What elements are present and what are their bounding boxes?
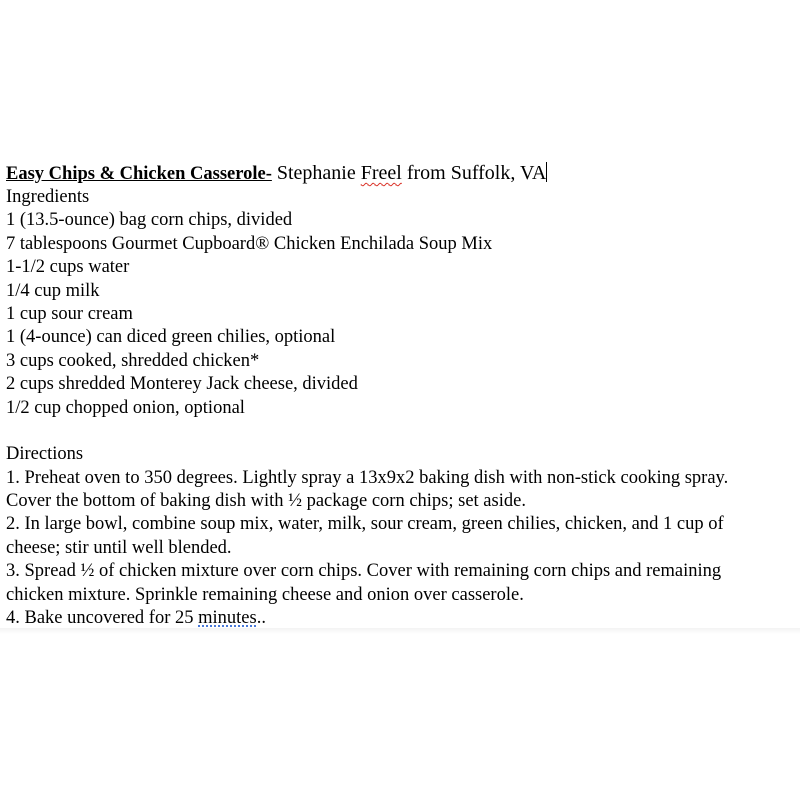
ingredient-item: 3 cups cooked, shredded chicken* xyxy=(6,350,260,371)
author-surname-misspelled[interactable]: Freel xyxy=(360,162,402,184)
direction-line: chicken mixture. Sprinkle remaining cheese and onion over casserole. xyxy=(6,584,524,605)
direction-line: 1. Preheat oven to 350 degrees. Lightly spray a 13x9x2 baking dish with non-stick cooking spray. xyxy=(6,467,729,488)
ingredient-item: 2 cups shredded Monterey Jack cheese, divided xyxy=(6,374,358,395)
minutes-smart-link[interactable]: minutes xyxy=(198,608,257,629)
recipe-title: Easy Chips & Chicken Casserole- xyxy=(6,164,272,184)
direction-line: Cover the bottom of baking dish with ½ package corn chips; set aside. xyxy=(6,491,526,512)
directions-heading: Directions xyxy=(6,444,84,465)
ingredient-item: 7 tablespoons Gourmet Cupboard® Chicken Enchilada Soup Mix xyxy=(6,233,493,254)
direction-line: 2. In large bowl, combine soup mix, water, milk, sour cream, green chilies, chicken, and 1 cup of xyxy=(6,514,724,535)
direction-line: 3. Spread ½ of chicken mixture over corn chips. Cover with remaining corn chips and remaining xyxy=(6,561,722,582)
ingredient-item: 1-1/2 cups water xyxy=(6,257,130,278)
ingredient-item: 1 (4-ounce) can diced green chilies, optional xyxy=(6,327,336,348)
ingredient-item: 1/2 cup chopped onion, optional xyxy=(6,397,245,418)
ingredient-item: 1 (13.5-ounce) bag corn chips, divided xyxy=(6,210,293,231)
page-edge-shadow xyxy=(0,628,800,634)
author-prefix: Stephanie xyxy=(271,162,361,184)
blank-line xyxy=(6,420,800,443)
direction-line-last xyxy=(6,607,800,630)
direction-line: cheese; stir until well blended. xyxy=(6,537,232,558)
last-line-prefix: 4. Bake uncovered for 25 xyxy=(6,608,199,629)
ingredients-heading: Ingredients xyxy=(6,187,90,207)
recipe-document[interactable] xyxy=(6,162,800,630)
last-line-suffix: .. xyxy=(256,608,266,629)
ingredient-item: 1/4 cup milk xyxy=(6,280,100,301)
text-cursor xyxy=(546,162,547,182)
author-suffix: from Suffolk, VA xyxy=(401,162,547,184)
ingredient-item: 1 cup sour cream xyxy=(6,303,133,324)
title-line xyxy=(6,162,800,186)
